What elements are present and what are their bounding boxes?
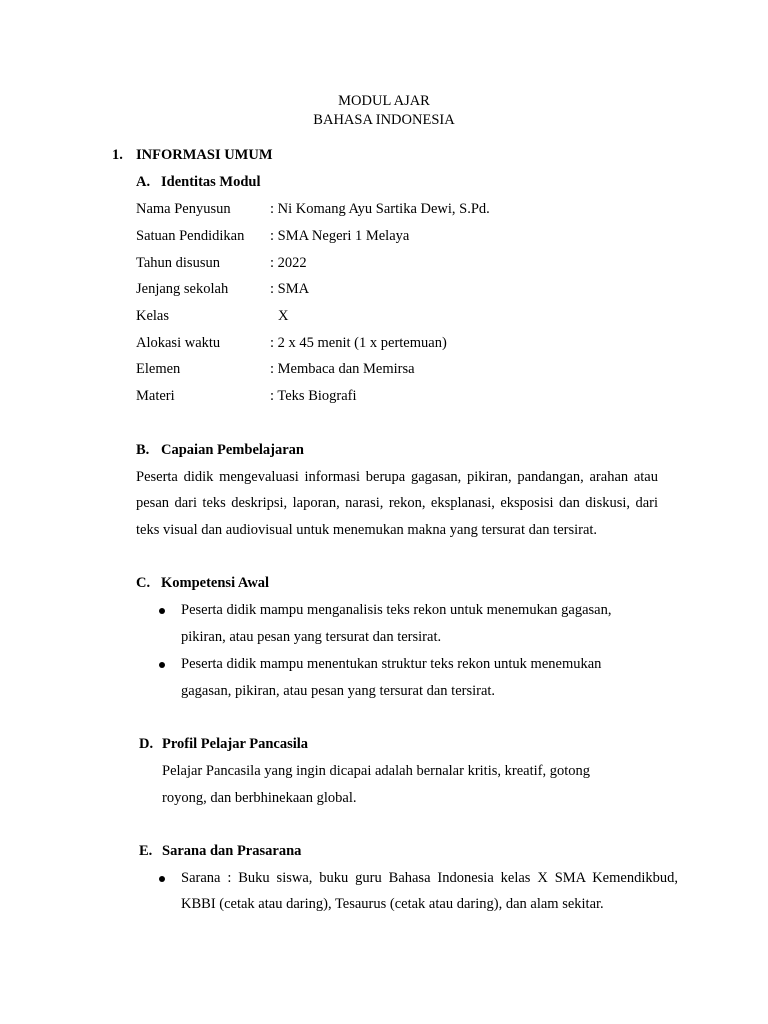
identity-label: Jenjang sekolah [136,281,229,297]
section-d-paragraph-line: royong, dan berbhinekaan global. [162,790,357,806]
section-e-heading: Sarana dan Prasarana [162,843,302,859]
identity-value: : Membaca dan Memirsa [270,361,415,377]
identity-label: Kelas [136,308,170,324]
section-a-letter: A. [136,174,151,190]
section-b-paragraph-line: teks visual dan audiovisual untuk menemukan makna yang tersurat dan tersirat. [136,522,598,538]
section-b-paragraph-line: Peserta didik mengevaluasi informasi berupa gagasan, pikiran, pandangan, arahan atau [136,469,658,485]
section-e-letter: E. [139,843,153,859]
section-1-heading: INFORMASI UMUM [136,147,273,163]
section-c-letter: C. [136,575,151,591]
identity-label: Satuan Pendidikan [136,228,245,244]
identity-label: Nama Penyusun [136,201,231,217]
identity-value: : Ni Komang Ayu Sartika Dewi, S.Pd. [270,201,490,217]
identity-value: : Teks Biografi [270,388,357,404]
section-d-letter: D. [139,736,154,752]
identity-value: : 2022 [270,255,307,271]
document-title-line1: MODUL AJAR [338,93,430,109]
section-b-letter: B. [136,442,150,458]
identity-label: Materi [136,388,175,404]
identity-label: Alokasi waktu [136,335,221,351]
competency-bullet-line2: gagasan, pikiran, atau pesan yang tersurat dan tersirat. [181,683,496,699]
bullet-icon [159,876,165,882]
identity-value: : SMA [270,281,310,297]
facility-bullet-line1: Sarana : Buku siswa, buku guru Bahasa Indonesia kelas X SMA Kemendikbud, [181,870,678,886]
section-d-heading: Profil Pelajar Pancasila [162,736,309,752]
identity-value: : 2 x 45 menit (1 x pertemuan) [270,335,447,351]
identity-label: Elemen [136,361,181,377]
identity-label: Tahun disusun [136,255,220,271]
bullet-icon [159,662,165,668]
competency-bullet-line2: pikiran, atau pesan yang tersurat dan tersirat. [181,629,442,645]
facility-bullet-line2: KBBI (cetak atau daring), Tesaurus (cetak atau daring), dan alam sekitar. [181,896,604,912]
competency-bullet-line1: Peserta didik mampu menganalisis teks rekon untuk menemukan gagasan, [181,602,612,618]
section-b-heading: Capaian Pembelajaran [161,442,304,458]
section-a-heading: Identitas Modul [161,174,261,190]
competency-bullet-line1: Peserta didik mampu menentukan struktur teks rekon untuk menemukan [181,656,602,672]
section-1-number: 1. [112,147,123,163]
identity-value: X [278,308,289,324]
section-c-heading: Kompetensi Awal [161,575,270,591]
section-b-paragraph-line: pesan dari teks deskripsi, laporan, narasi, rekon, eksplanasi, eksposisi dan diskusi, dari [136,495,658,511]
bullet-icon [159,608,165,614]
identity-value: : SMA Negeri 1 Melaya [270,228,410,244]
document-title-line2: BAHASA INDONESIA [313,112,455,128]
section-d-paragraph-line: Pelajar Pancasila yang ingin dicapai adalah bernalar kritis, kreatif, gotong [162,763,590,779]
